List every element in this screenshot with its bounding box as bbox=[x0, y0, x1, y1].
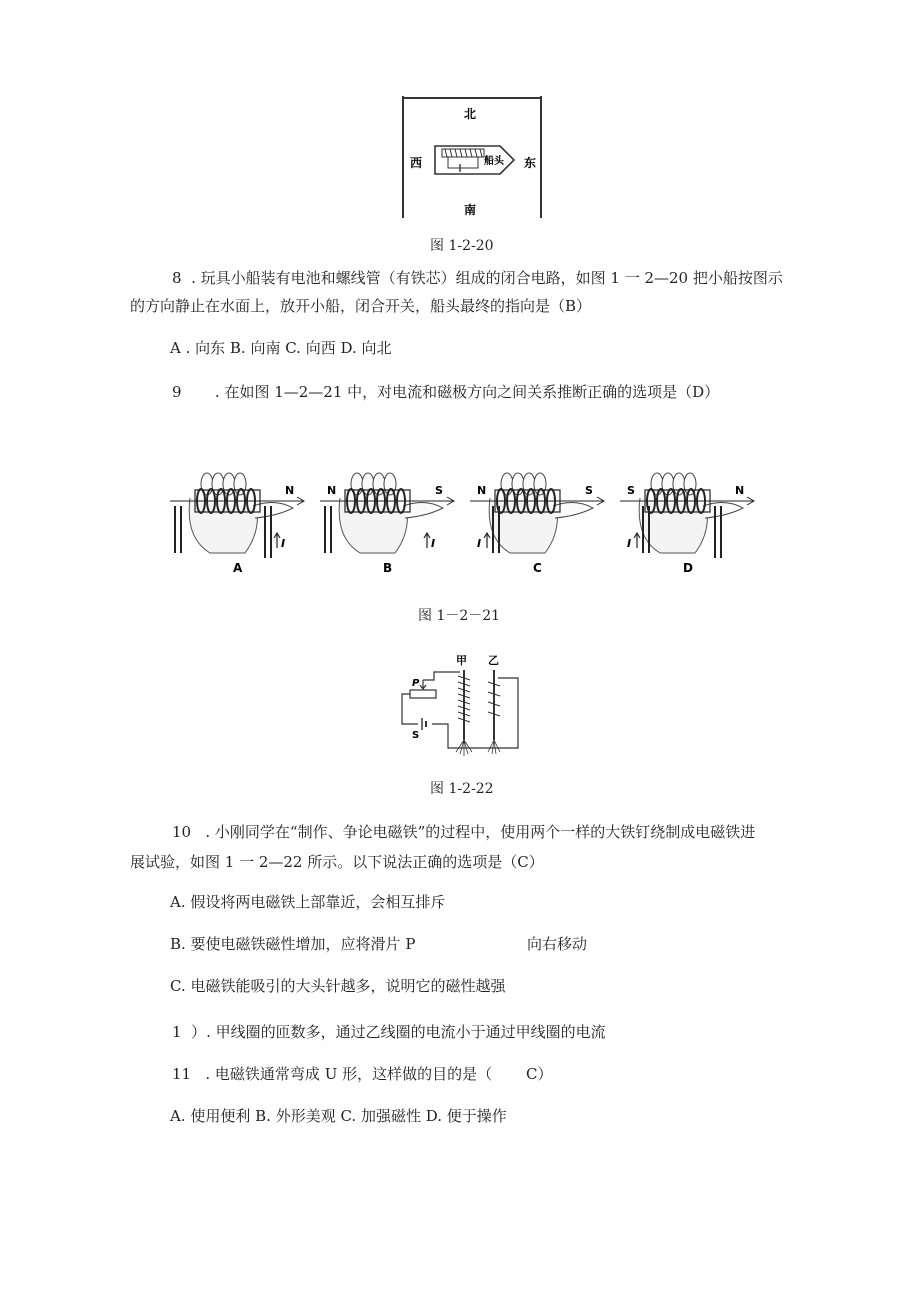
fig22-yi-label: 乙 bbox=[488, 654, 499, 667]
boat-bow-label: 船头 bbox=[484, 156, 504, 167]
fig22-jia-label: 甲 bbox=[456, 654, 467, 667]
fig22-caption: 图 1-2-22 bbox=[430, 781, 494, 797]
panel-d-left-pole: S bbox=[627, 484, 635, 497]
q8-text-line2: 的方向静止在水面上，放开小船，闭合开关，船头最终的指向是（B） bbox=[130, 297, 592, 315]
solenoid bbox=[442, 149, 484, 157]
pins-yi bbox=[488, 740, 500, 754]
q9-text: 9 . 在如图 1—2—21 中，对电流和磁极方向之间关系推断正确的选项是（D） bbox=[172, 383, 720, 401]
q10-text-line2: 展试验，如图 1 一 2—22 所示。以下说法正确的选项是（C） bbox=[130, 853, 544, 871]
rheostat bbox=[410, 690, 436, 698]
fig20-east-label: 东 bbox=[524, 156, 537, 170]
panel-c-right-pole: S bbox=[585, 484, 593, 497]
panel-d-current-label: I bbox=[627, 537, 632, 550]
panel-a-current-label: I bbox=[281, 537, 286, 550]
pins-jia bbox=[456, 740, 472, 756]
fig21-caption: 图 1－2－21 bbox=[418, 608, 501, 624]
panel-d-right-pole: N bbox=[735, 484, 745, 497]
fig20-caption: 图 1-2-20 bbox=[430, 238, 494, 254]
panel-c-current-label: I bbox=[477, 537, 482, 550]
q11-answer: C） bbox=[526, 1065, 553, 1083]
q8-options: A . 向东 B. 向南 C. 向西 D. 向北 bbox=[170, 339, 392, 357]
fig22-p-label: P bbox=[412, 678, 420, 689]
q10-option-a: A. 假设将两电磁铁上部靠近，会相互排斥 bbox=[170, 893, 446, 911]
q10-option-b-part2: 向右移动 bbox=[527, 935, 588, 953]
panel-a-thumb bbox=[253, 502, 293, 518]
panel-a-right-pole: N bbox=[285, 484, 295, 497]
panel-b-left-pole: N bbox=[327, 484, 337, 497]
panel-b-current-label: I bbox=[431, 537, 436, 550]
panel-b-thumb bbox=[403, 502, 443, 518]
panel-c-left-pole: N bbox=[477, 484, 487, 497]
q11-text: 11 . 电磁铁通常弯成 U 形，这样做的目的是（ bbox=[172, 1065, 493, 1083]
panel-d-label: D bbox=[683, 561, 693, 575]
fig22-wire bbox=[402, 672, 518, 748]
q11-options: A. 使用便利 B. 外形美观 C. 加强磁性 D. 便于操作 bbox=[170, 1107, 507, 1125]
fig20-north-label: 北 bbox=[464, 107, 477, 121]
q10-text-line1: 10 . 小刚同学在“制作、争论电磁铁”的过程中，使用两个一样的大铁钉绕制成电磁铁进 bbox=[172, 823, 756, 841]
fig20-south-label: 南 bbox=[464, 203, 477, 217]
figure-1-2-22 bbox=[398, 652, 526, 760]
fig20-west-label: 西 bbox=[410, 156, 423, 170]
q10-option-b-part1: B. 要使电磁铁磁性增加，应将滑片 P bbox=[170, 935, 416, 953]
panel-c-thumb bbox=[553, 502, 593, 518]
panel-b-label: B bbox=[383, 561, 393, 575]
panel-c-label: C bbox=[533, 561, 542, 575]
q10-option-d: 1 ）. 甲线圈的匝数多，通过乙线圈的电流小于通过甲线圈的电流 bbox=[172, 1023, 606, 1041]
figure-1-2-20 bbox=[400, 96, 545, 220]
q10-option-c: C. 电磁铁能吸引的大头针越多，说明它的磁性越强 bbox=[170, 977, 506, 995]
panel-d-thumb bbox=[703, 502, 743, 518]
panel-b-right-pole: S bbox=[435, 484, 443, 497]
panel-a-label: A bbox=[233, 561, 243, 575]
fig22-s-label: S bbox=[412, 730, 420, 741]
q8-text-line1: 8 . 玩具小船装有电池和螺线管（有铁芯）组成的闭合电路，如图 1 一 2—20 把小船按图示 bbox=[172, 269, 783, 287]
rheostat-slider bbox=[420, 680, 426, 689]
figure-1-2-21 bbox=[165, 458, 775, 576]
